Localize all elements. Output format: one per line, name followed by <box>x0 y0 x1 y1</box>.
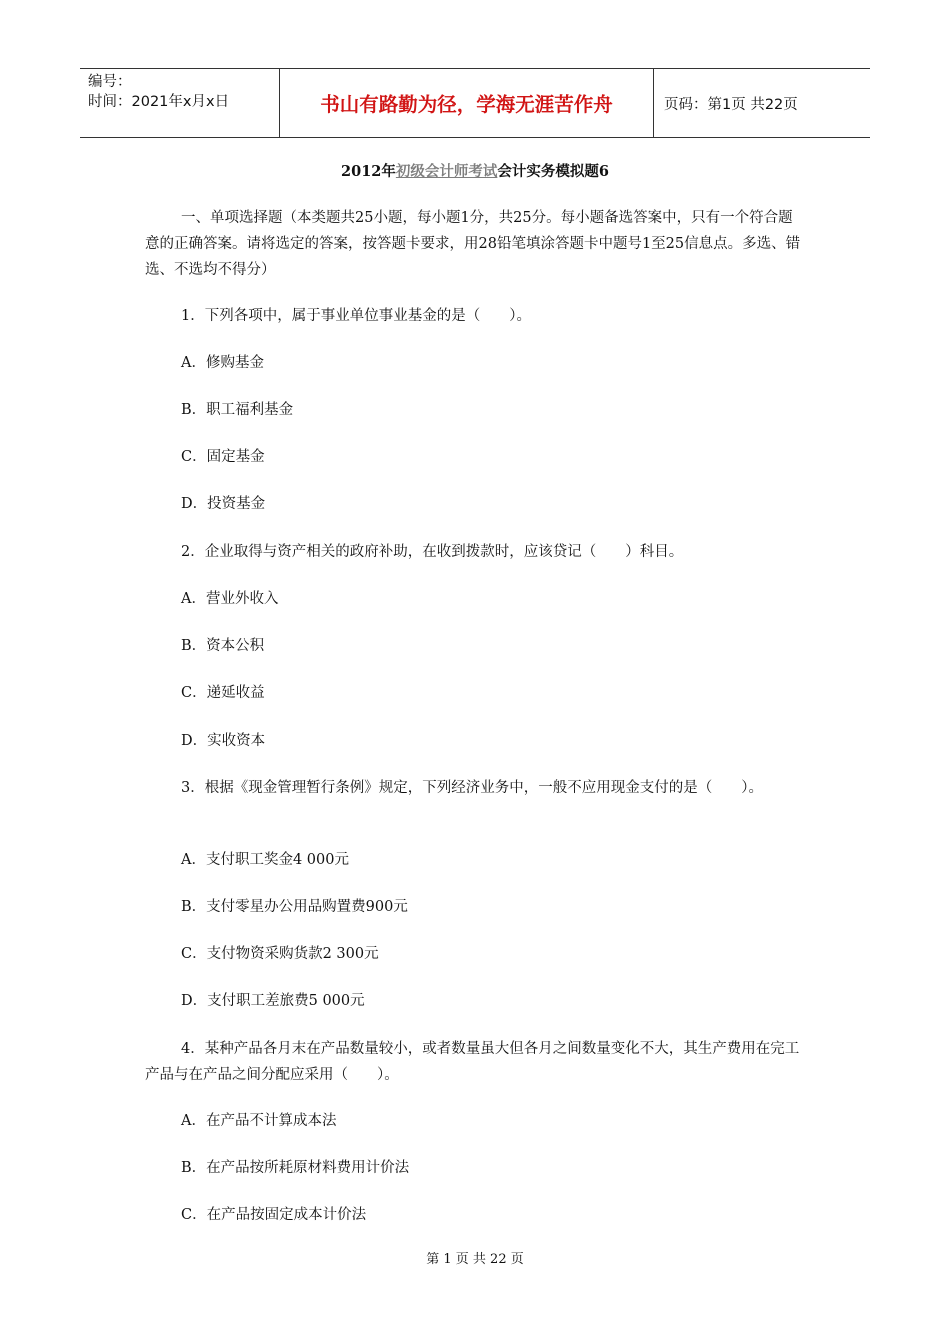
question-4-option-b: B．在产品按所耗原材料费用计价法 <box>181 1160 410 1176</box>
question-1-stem: 1．下列各项中，属于事业单位事业基金的是（ ）。 <box>181 308 531 324</box>
question-1-option-d: D．投资基金 <box>181 496 266 512</box>
question-4-option-c: C．在产品按固定成本计价法 <box>181 1207 367 1223</box>
question-3-stem: 3．根据《现金管理暂行条例》规定，下列经济业务中，一般不应用现金支付的是（ ）。 <box>181 780 763 796</box>
title-suffix: 会计实务模拟题6 <box>497 163 609 180</box>
question-3-option-b: B．支付零星办公用品购置费900元 <box>181 899 408 915</box>
title-prefix: 2012年 <box>341 163 396 180</box>
question-3-option-c: C．支付物资采购货款2 300元 <box>181 946 379 962</box>
header-page-info: 页码：第1页 共22页 <box>664 96 798 113</box>
question-3-option-a: A．支付职工奖金4 000元 <box>181 852 349 868</box>
question-2-option-c: C．递延收益 <box>181 685 265 701</box>
section-intro: 一、单项选择题（本类题共25小题，每小题1分，共25分。每小题备选答案中，只有一个符合题意的正确答案。请将选定的答案，按答题卡要求，用28铅笔填涂答题卡中题号1至25信息点。多选、错选、不选均不得分） <box>145 210 801 278</box>
question-2-stem: 2．企业取得与资产相关的政府补助，在收到拨款时，应该贷记（ ）科目。 <box>181 544 684 560</box>
code-label: 编号： <box>88 74 132 90</box>
page-footer: 第 1 页 共 22 页 <box>426 1252 524 1267</box>
question-1-option-c: C．固定基金 <box>181 449 265 465</box>
question-2-option-b: B．资本公积 <box>181 638 265 654</box>
page-header <box>80 68 870 138</box>
question-2-option-a: A．营业外收入 <box>181 591 279 607</box>
question-1-option-a: A．修购基金 <box>181 355 264 371</box>
title-link[interactable]: 初级会计师考试 <box>395 163 498 180</box>
question-4-stem: 4．某种产品各月末在产品数量较小，或者数量虽大但各月之间数量变化不大，其生产费用在完工产品与在产品之间分配应采用（ ）。 <box>145 1041 800 1083</box>
question-1-option-b: B．职工福利基金 <box>181 402 294 418</box>
question-3-option-d: D．支付职工差旅费5 000元 <box>181 993 365 1009</box>
document-title <box>0 160 950 181</box>
question-4-option-a: A．在产品不计算成本法 <box>181 1113 337 1129</box>
header-motto: 书山有路勤为径，学海无涯苦作舟 <box>280 69 654 137</box>
header-meta <box>80 69 280 137</box>
time-label: 时间：2021年x月x日 <box>88 94 230 110</box>
question-2-option-d: D．实收资本 <box>181 733 266 749</box>
